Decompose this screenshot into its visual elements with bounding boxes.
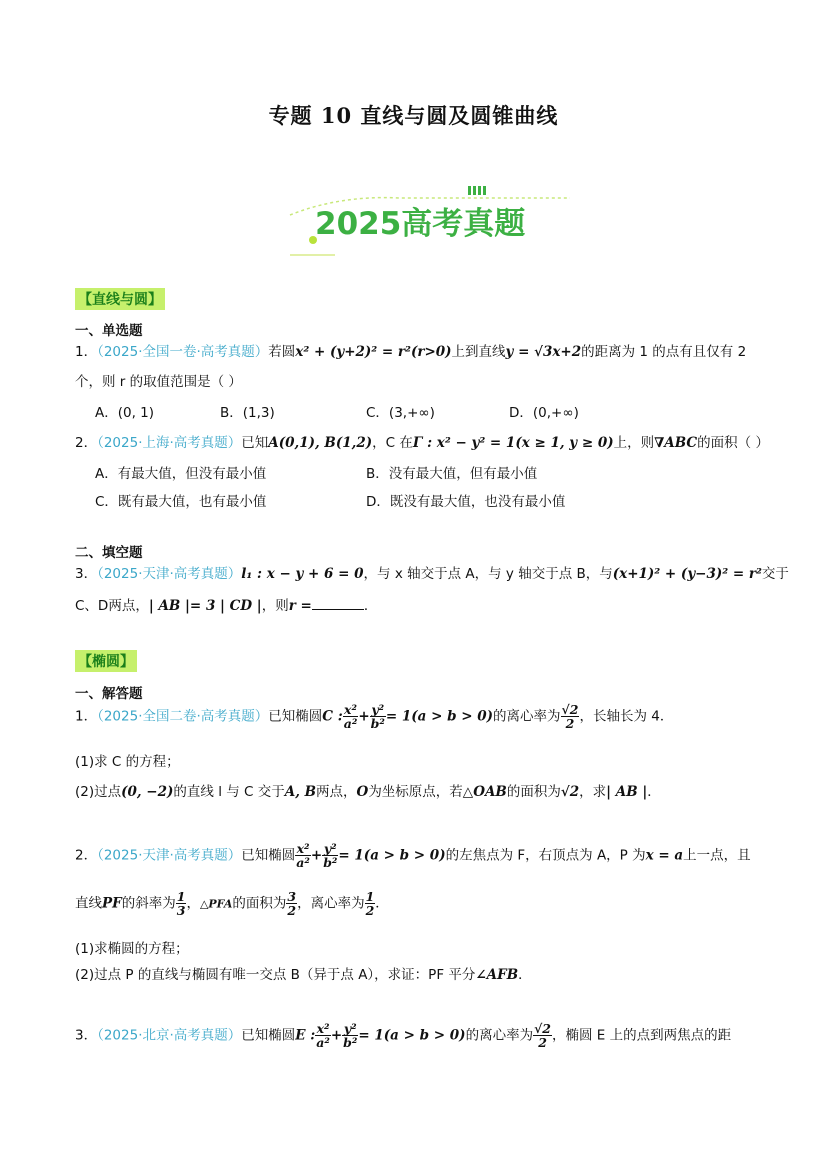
e2-math-xa: x = a xyxy=(645,847,684,864)
e2-fraction-ecc: $\frac{1}{2}$ xyxy=(365,889,375,918)
section-tag-ellipse: 【椭圆】 xyxy=(75,650,137,672)
e2-sub2-b: ． xyxy=(518,967,532,983)
q2-option-c: C．既有最大值，也有最小值 xyxy=(95,494,267,510)
e2-line2-triangle: △PFA xyxy=(199,897,233,911)
q2-option-d: D．既没有最大值，也没有最小值 xyxy=(366,494,566,510)
q3-line2-c: ． xyxy=(363,598,378,614)
e1-fraction-x: $\frac{\text{x²}}{\text{a²}}$ xyxy=(343,702,358,731)
e1-sub1: (1)求 C 的方程； xyxy=(75,754,180,770)
q1-math-circle: x² + (y+2)² = r²(r>0) xyxy=(295,344,452,360)
e3-math-e: E : xyxy=(295,1027,316,1044)
e1-text-c: ，长轴长为 4． xyxy=(579,708,674,725)
e2-line2-e: ，离心率为 xyxy=(297,895,365,912)
q2-text-d: 的面积（ ） xyxy=(697,435,769,451)
e1-text-b: 的离心率为 xyxy=(493,708,561,725)
q3-math-r: r = xyxy=(288,598,312,614)
e1-fraction-y: $\frac{\text{y²}}{\text{b²}}$ xyxy=(370,702,385,731)
e2-text-c: 上一点，且 xyxy=(683,847,751,864)
page-title: 专题 10 直线与圆及圆锥曲线 xyxy=(268,103,559,128)
e1-fraction-e: $\frac{√2}{2}$ xyxy=(561,702,579,731)
e2-line2-pf: PF xyxy=(102,895,122,912)
e2-math-eq: = 1(a > b > 0) xyxy=(338,847,446,864)
q2-line1 xyxy=(75,431,769,451)
q1-math-line: y = √3x+2 xyxy=(505,344,582,360)
e1-sub2-oab: OAB xyxy=(473,784,507,800)
e2-line2-f: ． xyxy=(375,895,389,912)
e1-sub2-point: (0, −2) xyxy=(121,784,174,800)
e2-text-a: 已知椭圆 xyxy=(241,847,296,864)
e2-line1 xyxy=(75,842,751,869)
e1-sub2-area: √2 xyxy=(560,784,580,800)
e2-fraction-area: $\frac{3}{2}$ xyxy=(287,889,297,918)
e1-sub2-e: 的面积为 xyxy=(506,784,561,800)
e3-fraction-ecc: $\frac{√2}{2}$ xyxy=(534,1021,551,1050)
e2-sub1: (1)求椭圆的方程； xyxy=(75,941,189,957)
q2-math-triangle: ∇ABC xyxy=(654,435,698,451)
heading-answer: 一、解答题 xyxy=(75,686,143,702)
q3-math-line: l₁ : x − y + 6 = 0 xyxy=(241,566,364,582)
e1-sub2-f: ，求 xyxy=(579,784,607,800)
q2-text-c: 上，则 xyxy=(613,435,655,451)
banner-text: 2025高考真题 xyxy=(315,206,526,242)
q2-number: 2． xyxy=(75,435,98,451)
e3-source: （2025·北京·高考真题） xyxy=(97,1027,242,1044)
e2-sub2-angle: ∠AFB xyxy=(475,967,519,983)
e1-sub2-d: 为坐标原点，若△ xyxy=(368,784,474,800)
e1-sub2-g: ． xyxy=(647,784,661,800)
q2-source: （2025·上海·高考真题） xyxy=(97,435,242,451)
q2-text-b: ，C 在 xyxy=(372,435,413,451)
section-tag-line-circle: 【直线与圆】 xyxy=(75,288,165,310)
q2-math-points: A(0,1), B(1,2) xyxy=(268,435,373,451)
q1-line1 xyxy=(75,340,746,360)
e2-line2-c: ， xyxy=(186,895,200,912)
q3-number: 3． xyxy=(75,566,98,582)
e3-fraction-x: $\frac{\text{x²}}{\text{a²}}$ xyxy=(316,1021,330,1050)
e1-sub2-c: 两点， xyxy=(316,784,357,800)
q3-text-a: ，与 x 轴交于点 A，与 y 轴交于点 B，与 xyxy=(363,566,613,582)
q1-option-d: D．(0,+∞) xyxy=(509,405,579,421)
e3-text-a: 已知椭圆 xyxy=(241,1027,296,1044)
q3-line1 xyxy=(75,562,789,582)
e2-sub2 xyxy=(75,963,532,983)
q1-text-b: 上到直线 xyxy=(451,344,506,360)
e2-line2-a: 直线 xyxy=(75,895,102,912)
e3-math-eq: = 1(a > b > 0) xyxy=(358,1027,466,1044)
e3-fraction-y: $\frac{\text{y²}}{\text{b²}}$ xyxy=(343,1021,358,1050)
q1-text-a: 若圆 xyxy=(268,344,296,360)
e2-plus: + xyxy=(310,847,323,864)
q3-math-ratio: | AB |= 3 | CD | xyxy=(148,598,262,614)
q3-answer-blank xyxy=(312,597,364,610)
heading-fill-in: 二、填空题 xyxy=(75,545,143,561)
e2-fraction-slope: $\frac{1}{3}$ xyxy=(176,889,186,918)
q1-option-c: C．(3,+∞) xyxy=(366,405,435,421)
e1-sub2 xyxy=(75,780,661,800)
e3-plus: + xyxy=(330,1027,343,1044)
e2-number: 2． xyxy=(75,847,98,864)
e3-text-b: 的离心率为 xyxy=(465,1027,534,1044)
q3-line2 xyxy=(75,594,377,614)
q1-option-b: B．(1,3) xyxy=(220,405,275,421)
q1-text-c: 的距离为 1 的点有且仅有 2 xyxy=(581,344,747,360)
e1-sub2-ab: A, B xyxy=(284,784,317,800)
q1-number: 1． xyxy=(75,344,98,360)
heading-single-choice: 一、单选题 xyxy=(75,323,143,339)
q3-line2-b: ，则 xyxy=(261,598,289,614)
e1-math-eq: = 1(a > b > 0) xyxy=(385,708,494,725)
e2-line2-b: 的斜率为 xyxy=(121,895,176,912)
e2-text-b: 的左焦点为 F，右顶点为 A，P 为 xyxy=(445,847,646,864)
e1-math-c: C : xyxy=(322,708,343,725)
e2-line2 xyxy=(75,890,389,917)
q3-math-circle: (x+1)² + (y−3)² = r² xyxy=(612,566,762,582)
e2-line2-d: 的面积为 xyxy=(232,895,287,912)
q3-text-b: 交于 xyxy=(761,566,789,582)
e1-line1 xyxy=(75,703,673,730)
q2-option-b: B．没有最大值，但有最小值 xyxy=(366,466,538,482)
q3-source: （2025·天津·高考真题） xyxy=(97,566,242,582)
e2-source: （2025·天津·高考真题） xyxy=(97,847,242,864)
q1-line2: 个，则 r 的取值范围是（ ） xyxy=(75,374,242,390)
e3-line1 xyxy=(75,1022,731,1049)
e1-sub2-a: (2)过点 xyxy=(75,784,122,800)
e3-text-c: ，椭圆 E 上的点到两焦点的距 xyxy=(552,1027,732,1044)
e2-fraction-y: $\frac{\text{y²}}{\text{b²}}$ xyxy=(323,841,338,870)
e1-plus: + xyxy=(358,708,370,725)
e1-number: 1． xyxy=(75,708,98,725)
e3-number: 3． xyxy=(75,1027,98,1044)
q1-option-a: A．(0, 1) xyxy=(95,405,155,421)
e2-sub2-a: (2)过点 P 的直线与椭圆有唯一交点 B（异于点 A），求证：PF 平分 xyxy=(75,967,476,983)
q1-source: （2025·全国一卷·高考真题） xyxy=(97,344,269,360)
e1-sub2-o: O xyxy=(356,784,369,800)
e1-sub2-b: 的直线 l 与 C 交于 xyxy=(173,784,285,800)
e1-sub2-abs: | AB | xyxy=(606,784,648,800)
q2-option-a: A．有最大值，但没有最小值 xyxy=(95,466,267,482)
q2-math-hyperbola: Γ : x² − y² = 1(x ≥ 1, y ≥ 0) xyxy=(412,435,614,451)
q2-text-a: 已知 xyxy=(241,435,269,451)
q3-line2-a: C、D两点， xyxy=(75,598,149,614)
e1-source: （2025·全国二卷·高考真题） xyxy=(97,708,269,725)
e1-text-a: 已知椭圆 xyxy=(268,708,323,725)
e2-fraction-x: $\frac{\text{x²}}{\text{a²}}$ xyxy=(296,841,310,870)
banner xyxy=(280,180,570,260)
